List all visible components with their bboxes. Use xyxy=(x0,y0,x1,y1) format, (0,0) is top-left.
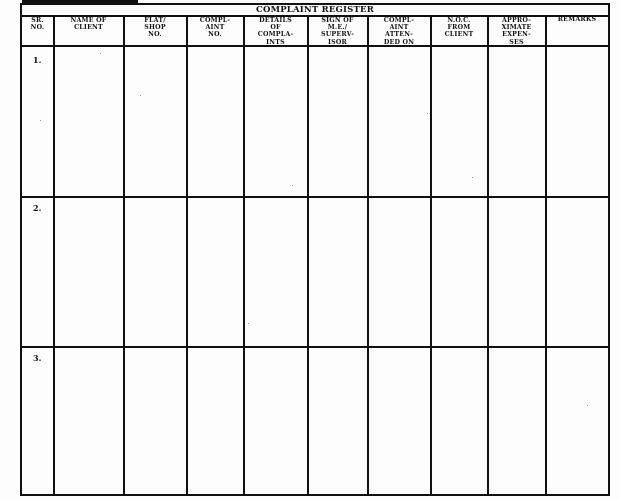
column-divider xyxy=(123,15,125,494)
column-header-supervisor-sign: SIGN OF M.E./ SUPERV- ISOR xyxy=(320,17,355,46)
scan-speck xyxy=(587,405,588,406)
row-divider xyxy=(22,196,608,198)
row-number: 2. xyxy=(33,203,42,213)
scan-speck xyxy=(427,113,428,114)
column-header-client-name: NAME OF CLIENT xyxy=(70,17,107,32)
row-divider xyxy=(22,346,608,348)
column-divider xyxy=(53,15,55,494)
column-header-attended-on: COMPL- AINT ATTEN- DED ON xyxy=(383,17,415,46)
column-header-remarks: REMARKS xyxy=(557,16,597,23)
column-divider xyxy=(367,15,369,494)
row-number: 3. xyxy=(33,353,42,363)
scan-speck xyxy=(40,120,41,121)
column-divider xyxy=(186,15,188,494)
column-header-complaint-no: COMPL- AINT NO. xyxy=(199,17,231,39)
scan-speck xyxy=(292,185,293,186)
scan-speck xyxy=(248,323,249,324)
column-header-sr-no: SR. NO. xyxy=(30,17,45,32)
column-divider xyxy=(545,15,547,494)
column-header-details: DETAILS OF COMPLA- INTS xyxy=(257,17,294,46)
scan-speck xyxy=(140,95,141,96)
column-divider xyxy=(307,15,309,494)
column-header-noc-from-client: N.O.C. FROM CLIENT xyxy=(444,17,474,39)
column-header-expenses: APPRO- XIMATE EXPEN- SES xyxy=(501,17,532,46)
column-divider xyxy=(430,15,432,494)
scan-speck xyxy=(472,177,473,178)
complaint-register-form xyxy=(20,3,610,496)
form-title: COMPLAINT REGISTER xyxy=(256,5,374,15)
column-divider xyxy=(243,15,245,494)
scan-speck xyxy=(100,53,101,54)
column-divider xyxy=(487,15,489,494)
column-header-flat-shop-no: FLAT/ SHOP NO. xyxy=(144,17,166,39)
row-number: 1. xyxy=(33,55,42,65)
